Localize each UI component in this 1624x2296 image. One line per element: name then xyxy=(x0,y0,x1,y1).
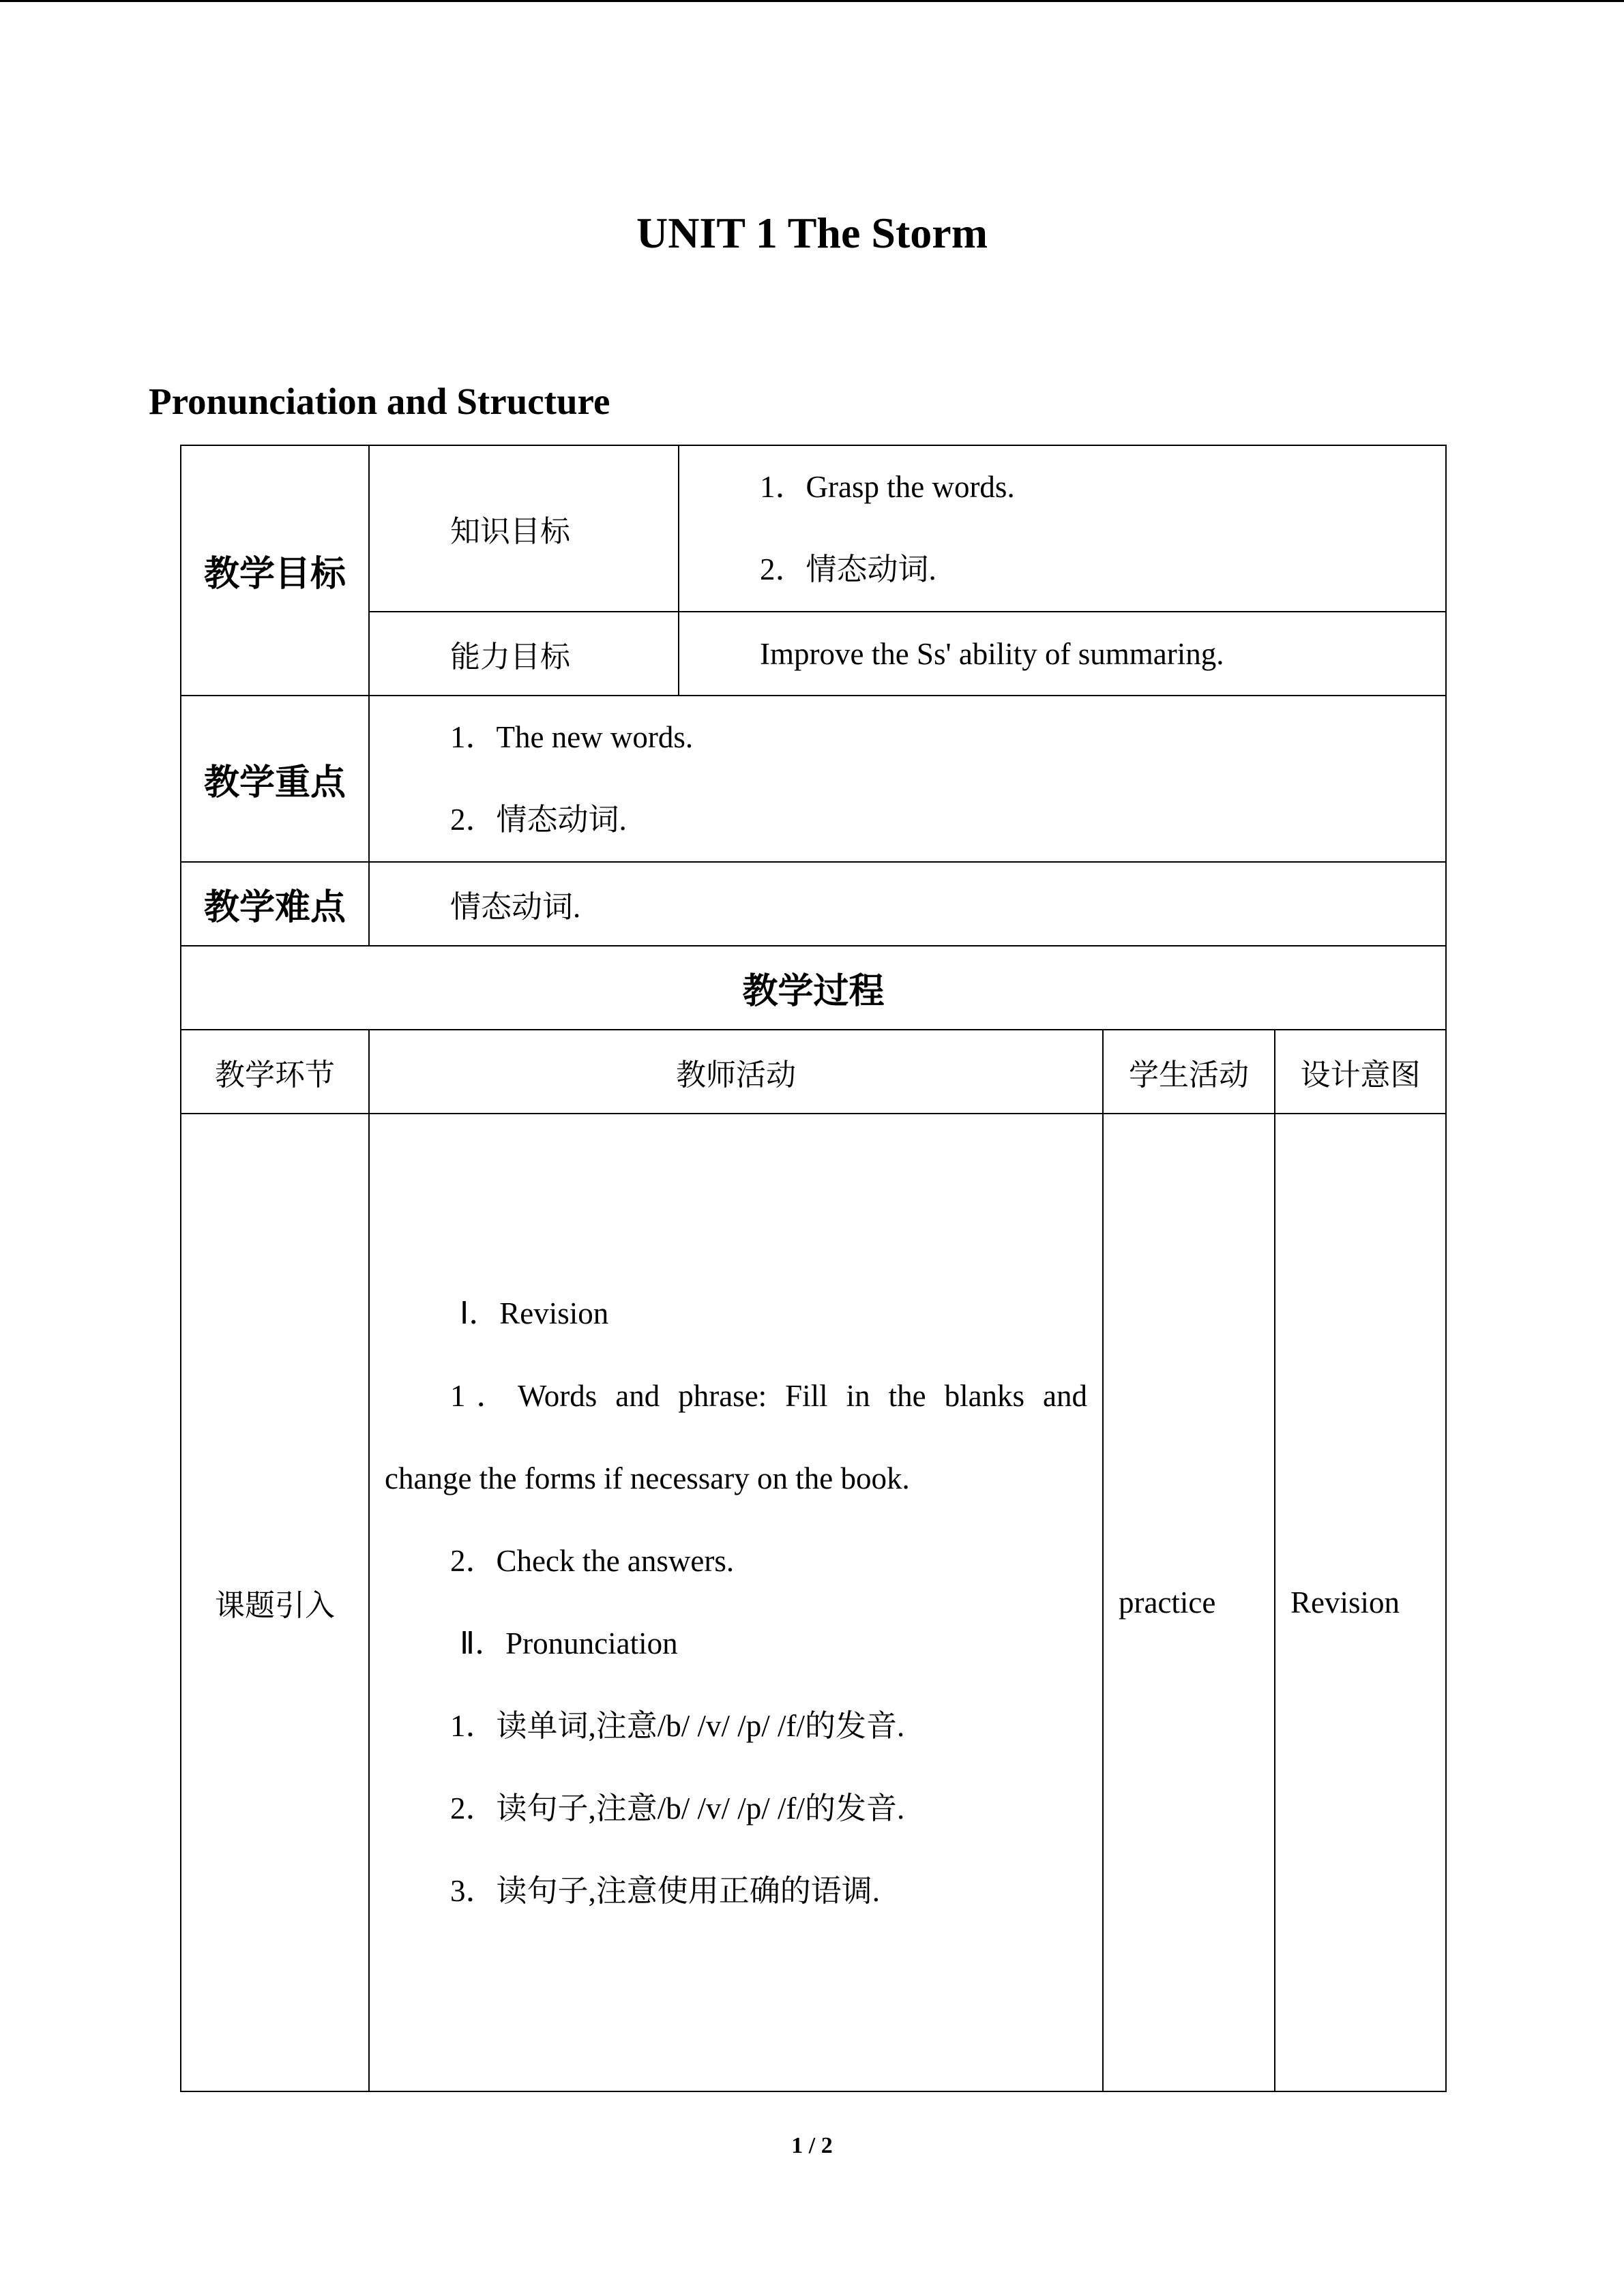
revision-heading: Ⅰ．Revision xyxy=(460,1296,609,1330)
objectives-label: 教学目标 xyxy=(181,445,369,696)
ability-text: Improve the Ss' ability of summaring. xyxy=(679,612,1446,696)
teacher-activity-cell xyxy=(369,1114,1103,2091)
pronunciation-item: 3．读句子,注意使用正确的语调. xyxy=(450,1874,881,1908)
lesson-plan-table xyxy=(180,445,1447,2092)
key-points-label: 教学重点 xyxy=(181,696,369,862)
pronunciation-heading: Ⅱ．Pronunciation xyxy=(460,1626,678,1660)
student-activity-cell: practice xyxy=(1103,1114,1275,2091)
column-header-student: 学生活动 xyxy=(1103,1030,1275,1114)
column-header-teacher: 教师活动 xyxy=(369,1030,1103,1114)
process-heading: 教学过程 xyxy=(181,946,1446,1030)
knowledge-item: 1．Grasp the words. xyxy=(760,470,1015,504)
column-header-intent: 设计意图 xyxy=(1275,1030,1446,1114)
knowledge-item: 2．情态动词. xyxy=(760,552,936,586)
top-border xyxy=(0,0,1624,2)
page-title: UNIT 1 The Storm xyxy=(636,209,988,257)
teacher-item: 2．Check the answers. xyxy=(450,1544,735,1578)
pronunciation-item: 1．读单词,注意/b/ /v/ /p/ /f/的发音. xyxy=(450,1709,905,1743)
design-intent-cell: Revision xyxy=(1275,1114,1446,2091)
table-row xyxy=(181,1114,1446,2091)
knowledge-items xyxy=(679,445,1446,612)
teacher-item-continuation: change the forms if necessary on the book. xyxy=(385,1461,910,1495)
difficulties-text: 情态动词. xyxy=(369,862,1446,946)
column-header-phase: 教学环节 xyxy=(181,1030,369,1114)
page-number: 1 / 2 xyxy=(791,2133,833,2158)
knowledge-label: 知识目标 xyxy=(369,445,679,612)
section-subtitle: Pronunciation and Structure xyxy=(149,381,610,422)
key-point-item: 1．The new words. xyxy=(450,720,694,754)
phase-cell: 课题引入 xyxy=(181,1114,369,2091)
key-points-items xyxy=(369,696,1446,862)
difficulties-label: 教学难点 xyxy=(181,862,369,946)
key-point-item: 2．情态动词. xyxy=(450,803,627,837)
teacher-item: 1．Words and phrase: Fill in the blanks and xyxy=(450,1379,1087,1413)
pronunciation-item: 2．读句子,注意/b/ /v/ /p/ /f/的发音. xyxy=(450,1791,905,1825)
ability-label: 能力目标 xyxy=(369,612,679,696)
